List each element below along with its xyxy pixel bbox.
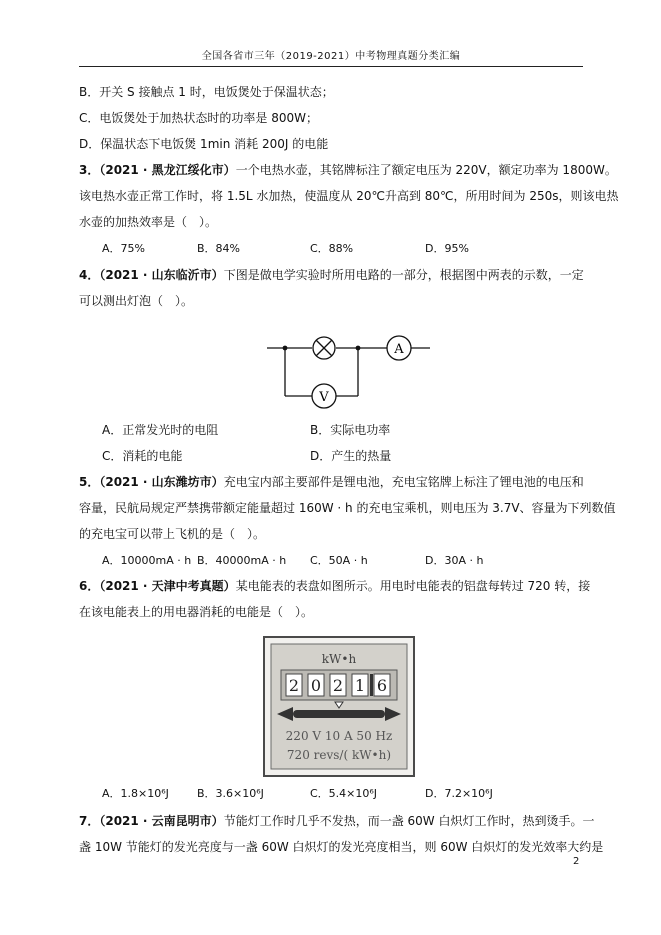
junction-right — [356, 346, 361, 351]
q3-text-1: 一个电热水壶，其铭牌标注了额定电压为 220V，额定功率为 1800W。 — [235, 163, 617, 177]
q5-option-d: D．30A · h — [425, 554, 484, 567]
meter-spec-1: 220 V 10 A 50 Hz — [285, 729, 393, 743]
meter-unit: kW•h — [321, 652, 357, 666]
q4-text-1: 下图是做电学实验时所用电路的一部分，根据图中两表的示数，一定 — [223, 268, 584, 282]
q3-option-c: C．88% — [310, 242, 354, 255]
q4-line-2: 可以测出灯泡（ ）。 — [79, 294, 194, 308]
q6-text-1: 某电能表的表盘如图所示。用电时电能表的铝盘每转过 720 转，接 — [235, 579, 591, 593]
digit-2: 0 — [310, 676, 322, 695]
q6-line-1 — [79, 578, 590, 594]
q6-option-a: A．1.8×10⁶J — [102, 787, 169, 800]
q6-source: （2021 · 天津中考真题） — [99, 579, 236, 593]
digit-1: 2 — [288, 676, 300, 695]
q3-option-b: B．84% — [197, 242, 240, 255]
q6-option-b: B．3.6×10⁶J — [197, 787, 264, 800]
q5-text-1: 充电宝内部主要部件是锂电池，充电宝铭牌上标注了锂电池的电压和 — [223, 475, 584, 489]
q6-line-2: 在该电能表上的用电器消耗的电能是（ ）。 — [79, 605, 314, 619]
q7-text-1: 节能灯工作时几乎不发热，而一盏 60W 白炽灯工作时，热到烫手。一 — [223, 814, 595, 828]
q3-line-3: 水壶的加热效率是（ ）。 — [79, 215, 218, 229]
q4-line-1 — [79, 267, 584, 283]
q4-option-a: A．正常发光时的电阻 — [102, 423, 219, 437]
q4-circuit-diagram — [265, 330, 435, 415]
q2-option-d: D．保温状态下电饭煲 1min 消耗 200J 的电能 — [79, 137, 329, 151]
q5-line-1 — [79, 474, 584, 490]
ammeter-label: A — [394, 342, 404, 357]
q5-source: （2021 · 山东潍坊市） — [99, 475, 224, 489]
page-header — [79, 44, 583, 67]
digit-5: 6 — [376, 676, 388, 695]
q5-line-3: 的充电宝可以带上飞机的是（ ）。 — [79, 527, 266, 541]
q6-number: 6． — [79, 579, 100, 593]
q7-line-1 — [79, 813, 594, 829]
q4-option-b: B．实际电功率 — [310, 423, 391, 437]
meter-spec-2: 720 revs/( kW•h) — [286, 748, 392, 762]
q7-line-2: 盏 10W 节能灯的发光亮度与一盏 60W 白炽灯的发光亮度相当，则 60W 白炽灯的发光效率大约是 — [79, 840, 604, 854]
q3-option-a: A．75% — [102, 242, 145, 255]
q4-option-d: D．产生的热量 — [310, 449, 392, 463]
q3-option-d: D．95% — [425, 242, 469, 255]
digit-3: 2 — [332, 676, 344, 695]
voltmeter-label: V — [319, 390, 329, 405]
q5-option-a: A．10000mA · h — [102, 554, 192, 567]
header-title: 全国各省市三年（2019-2021）中考物理真题分类汇编 — [201, 51, 461, 62]
q3-line-2: 该电热水壶正常工作时，将 1.5L 水加热，使温度从 20℃升高到 80℃，所用时间为 250s，则该电热 — [79, 189, 619, 203]
q3-number: 3． — [79, 163, 100, 177]
q4-source: （2021 · 山东临沂市） — [99, 268, 224, 282]
q2-option-b: B．开关 S 接触点 1 时，电饭煲处于保温状态； — [79, 85, 334, 99]
digit-4: 1 — [354, 676, 366, 695]
q4-number: 4． — [79, 268, 100, 282]
q3-line-1 — [79, 162, 617, 178]
q5-option-b: B．40000mA · h — [197, 554, 287, 567]
q7-number: 7． — [79, 814, 100, 828]
q3-source: （2021 · 黑龙江绥化市） — [99, 163, 236, 177]
q5-number: 5． — [79, 475, 100, 489]
decimal-divider — [370, 674, 373, 696]
junction-left — [283, 346, 288, 351]
q7-source: （2021 · 云南昆明市） — [99, 814, 224, 828]
q2-option-c: C．电饭煲处于加热状态时的功率是 800W； — [79, 111, 318, 125]
q6-option-d: D．7.2×10⁶J — [425, 787, 493, 800]
q6-option-c: C．5.4×10⁶J — [310, 787, 378, 800]
q5-option-c: C．50A · h — [310, 554, 368, 567]
q5-line-2: 容量，民航局规定严禁携带额定能量超过 160W · h 的充电宝乘机，则电压为 3.7V、容量为下列数值 — [79, 501, 616, 515]
electric-meter-image — [263, 636, 415, 777]
q4-option-c: C．消耗的电能 — [102, 449, 183, 463]
page-number: 2 — [573, 856, 580, 867]
